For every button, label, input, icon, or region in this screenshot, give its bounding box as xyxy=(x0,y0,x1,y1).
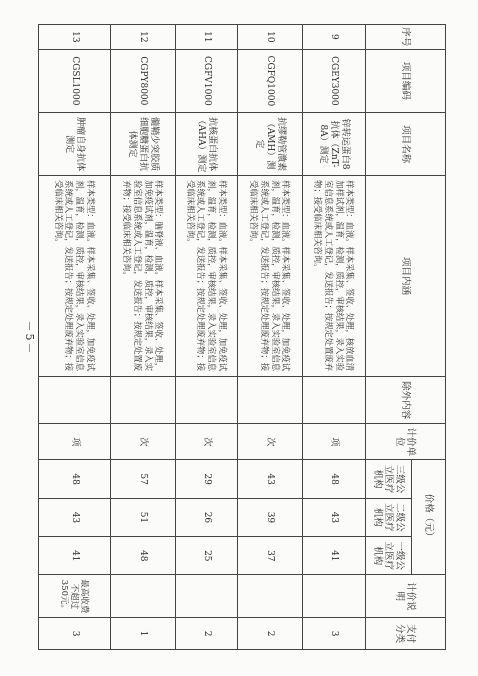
cell-excluded xyxy=(111,376,176,423)
header-level2: 二级公立医疗机构 xyxy=(366,498,412,536)
cell-price-level3: 57 xyxy=(111,460,176,498)
cell-unit: 次 xyxy=(176,424,238,460)
table-row xyxy=(176,25,238,650)
header-row-1 xyxy=(412,25,446,650)
cell-name: 肿瘤自身抗体测定 xyxy=(39,112,111,175)
cell-code: CGSL1000 xyxy=(39,49,111,112)
cell-price-level2: 51 xyxy=(111,498,176,536)
cell-content: 样本类型：血液。样本采集、签收、处理，加免疫试剂，温育，检测，质控，审核结果，录入实验室信息系统或人工登记，发送报告；按规定处理废弃物；接受临床相关咨询。 xyxy=(238,176,303,377)
cell-content: 样本类型：脑脊液、血液。样本采集、签收、处理，加免疫试剂，温育，检测，质控，审核结果，录入实验室信息系统或人工登记，发送报告；按规定处置废弃物；接受临床相关咨询。 xyxy=(111,176,176,377)
cell-price-level1: 41 xyxy=(303,537,366,575)
header-seq: 序号 xyxy=(366,25,446,50)
header-unit: 计价单位 xyxy=(366,424,446,460)
cell-pay: 1 xyxy=(111,618,176,650)
cell-price-level2: 39 xyxy=(238,498,303,536)
cell-name: 锌转运蛋白8抗体（ZnT-8A）测定 xyxy=(303,112,366,175)
cell-name: 抗缪勒管激素（AMH）测定 xyxy=(238,112,303,175)
cell-price-level1: 37 xyxy=(238,537,303,575)
cell-note xyxy=(176,575,238,618)
cell-code: CGEY3000 xyxy=(303,49,366,112)
cell-unit: 次 xyxy=(111,424,176,460)
cell-pay: 3 xyxy=(303,618,366,650)
cell-seq: 9 xyxy=(303,25,366,50)
cell-code: CGPY8000 xyxy=(111,49,176,112)
cell-note xyxy=(238,575,303,618)
cell-code: CGFQ1000 xyxy=(238,49,303,112)
cell-note: 最高收费不超过350元。 xyxy=(39,575,111,618)
cell-price-level3: 29 xyxy=(176,460,238,498)
cell-pay: 3 xyxy=(39,618,111,650)
table-row xyxy=(39,25,111,650)
cell-excluded xyxy=(176,376,238,423)
cell-price-level1: 41 xyxy=(39,537,111,575)
cell-content: 样本类型：血液。样本采集、签收、处理，加免疫试剂，温育，检测，质控，审核结果，录入实验室信息系统或人工登记，发送报告；按规定处理废弃物；接受临床相关咨询。 xyxy=(39,176,111,377)
header-note: 计价说明 xyxy=(366,575,446,618)
cell-seq: 12 xyxy=(111,25,176,50)
header-level1: 一级公立医疗机构 xyxy=(366,537,412,575)
cell-content: 样本类型：血液。样本采集、签收、处理，核放血清加样试剂，温育，检测，质控，审核结果，录入实验室信息系统或人工登记，发送报告；按规定处置废弃物；接受临床相关咨询。 xyxy=(303,176,366,377)
price-table xyxy=(38,24,446,650)
cell-price-level2: 43 xyxy=(39,498,111,536)
cell-price-level3: 43 xyxy=(238,460,303,498)
header-pay: 支付分类 xyxy=(366,618,446,650)
cell-pay: 2 xyxy=(238,618,303,650)
cell-price-level3: 48 xyxy=(39,460,111,498)
header-price: 价格（元） xyxy=(412,460,446,575)
table-row xyxy=(303,25,366,650)
cell-unit: 项 xyxy=(303,424,366,460)
cell-pay: 2 xyxy=(176,618,238,650)
cell-excluded xyxy=(303,376,366,423)
cell-price-level2: 43 xyxy=(303,498,366,536)
cell-code: CGFV1000 xyxy=(176,49,238,112)
cell-price-level3: 48 xyxy=(303,460,366,498)
cell-name: 髓鞘少突胶质细胞糖蛋白抗体测定 xyxy=(111,112,176,175)
cell-seq: 13 xyxy=(39,25,111,50)
cell-note xyxy=(303,575,366,618)
cell-unit: 项 xyxy=(39,424,111,460)
cell-seq: 10 xyxy=(238,25,303,50)
cell-excluded xyxy=(238,376,303,423)
header-code: 项目编码 xyxy=(366,49,446,112)
cell-price-level1: 48 xyxy=(111,537,176,575)
table-row xyxy=(238,25,303,650)
header-content: 项目内涵 xyxy=(366,176,446,377)
cell-unit: 次 xyxy=(238,424,303,460)
header-level3: 三级公立医疗机构 xyxy=(366,460,412,498)
header-excluded: 除外内容 xyxy=(366,376,446,423)
cell-price-level1: 25 xyxy=(176,537,238,575)
cell-name: 抗核蛋白抗体（AHA）测定 xyxy=(176,112,238,175)
cell-excluded xyxy=(39,376,111,423)
header-name: 项目名称 xyxy=(366,112,446,175)
cell-note xyxy=(111,575,176,618)
cell-price-level2: 26 xyxy=(176,498,238,536)
table-row xyxy=(111,25,176,650)
cell-seq: 11 xyxy=(176,25,238,50)
cell-content: 样本类型：血液。样本采集、签收、处理，加免疫试剂，温育，检测，质控，审核结果，录入实验室信息系统或人工登记，发送报告；按规定处理废弃物；接受临床相关咨询。 xyxy=(176,176,238,377)
page-number: －5－ xyxy=(23,320,36,356)
